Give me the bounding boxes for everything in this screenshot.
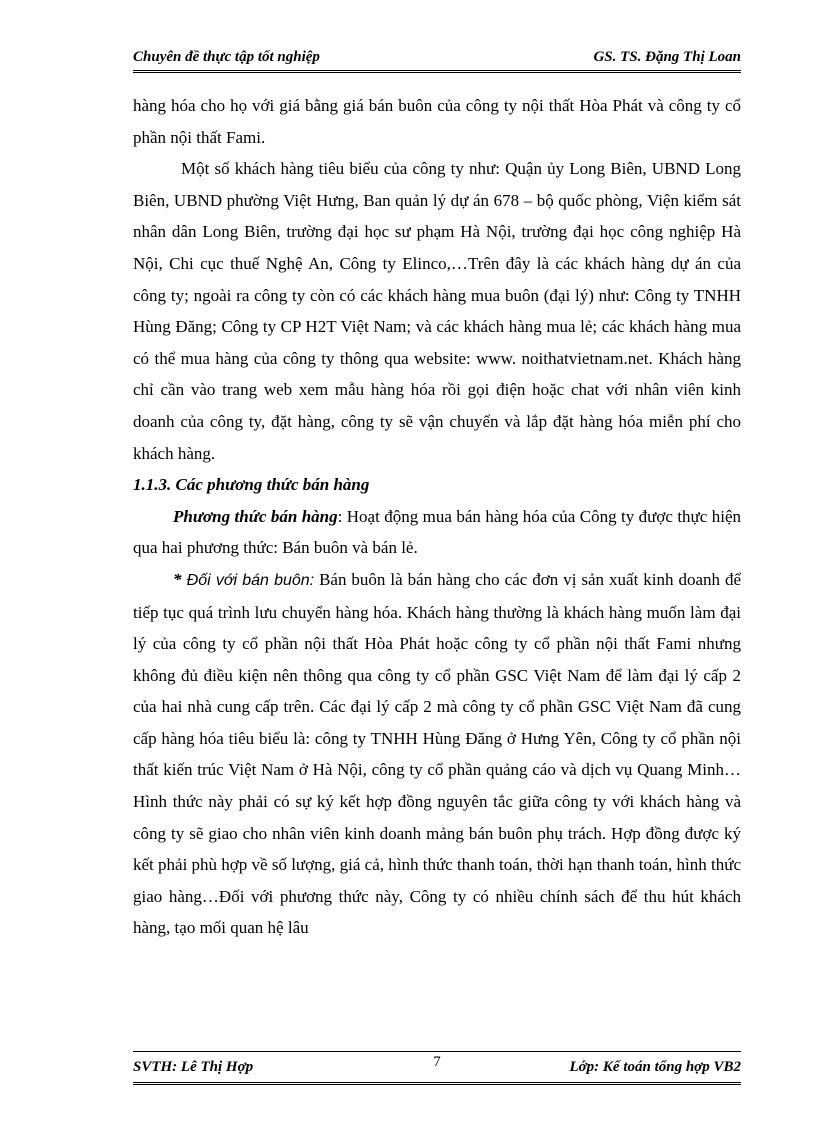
paragraph-continuation: hàng hóa cho họ với giá bằng giá bán buôn của công ty nội thất Hòa Phát và công ty cổ phần nội thất Fami.: [133, 96, 741, 147]
paragraph-wholesale: [133, 564, 741, 944]
footer-class: Lớp: Kế toán tổng hợp VB2: [569, 1059, 741, 1075]
document-body: [133, 90, 741, 944]
footer-student: SVTH: Lê Thị Hợp: [133, 1059, 254, 1075]
wholesale-lead: Đối với bán buôn:: [181, 571, 315, 589]
paragraph-sales-methods: [133, 501, 741, 564]
page-number: 7: [433, 1054, 441, 1070]
wholesale-bullet: *: [173, 569, 182, 589]
paragraph-key-customers: Một số khách hàng tiêu biểu của công ty như: Quận ủy Long Biên, UBND Long Biên, UBND phường Việt Hưng, Ban quản lý dự án 678 – bộ quốc phòng, Viện kiểm sát nhân dân Long Biên, trường đại học sư phạm Hà Nội, trường đại học công nghiệp Hà Nội, Chi cục thuế Nghệ An, Công ty Elinco,…Trên đây là các khách hàng dự án của công ty; ngoài ra công ty còn có các khách hàng mua buôn (đại lý) như: Công ty TNHH Hùng Đăng; Công ty CP H2T Việt Nam; và các khách hàng mua lẻ; các khách hàng mua có thể mua hàng của công ty thông qua website: www. noithatvietnam.net. Khách hàng chỉ cần vào trang web xem mẫu hàng hóa rồi gọi điện hoặc chat với nhân viên kinh doanh của công ty, đặt hàng, công ty sẽ vận chuyển và lắp đặt hàng hóa miễn phí cho khách hàng.: [133, 159, 741, 463]
wholesale-text: Bán buôn là bán hàng cho các đơn vị sản xuất kinh doanh để tiếp tục quá trình lưu chuyển hàng hóa. Khách hàng thường là khách hàng muốn làm đại lý của công ty cổ phần nội thất Hòa Phát hoặc công ty cổ phần nội thất Fami nhưng không đủ điều kiện nên thông qua công ty cổ phần GSC Việt Nam để làm đại lý cấp 2 của hai nhà cung cấp trên. Các đại lý cấp 2 mà công ty cổ phần GSC Việt Nam đã cung cấp hàng hóa tiêu biểu là: công ty TNHH Hùng Đăng ở Hưng Yên, Công ty cổ phần nội thất kiến trúc Việt Nam ở Hà Nội, công ty cổ phần quảng cáo và dịch vụ Quang Minh…Hình thức này phải có sự ký kết hợp đồng nguyên tắc giữa công ty với khách hàng và công ty sẽ giao cho nhân viên kinh doanh mảng bán buôn phụ trách. Hợp đồng được ký kết phải phù hợp về số lượng, giá cả, hình thức thanh toán, thời hạn thanh toán, hình thức giao hàng…Đối với phương thức này, Công ty có nhiều chính sách để thu hút khách hàng, tạo mối quan hệ lâu: [133, 569, 741, 938]
header-document-title: Chuyên đề thực tập tốt nghiệp: [133, 49, 320, 65]
sales-methods-lead: Phương thức bán hàng: [173, 506, 338, 526]
header-supervisor: GS. TS. Đặng Thị Loan: [593, 49, 741, 65]
sales-methods-text: : Hoạt động mua bán hàng hóa của Công ty được thực hiện qua hai phương thức: Bán buôn và bán lẻ.: [133, 506, 742, 558]
page-header: [133, 48, 741, 73]
section-heading: 1.1.3. Các phương thức bán hàng: [133, 475, 370, 495]
page-footer: [133, 1051, 741, 1085]
